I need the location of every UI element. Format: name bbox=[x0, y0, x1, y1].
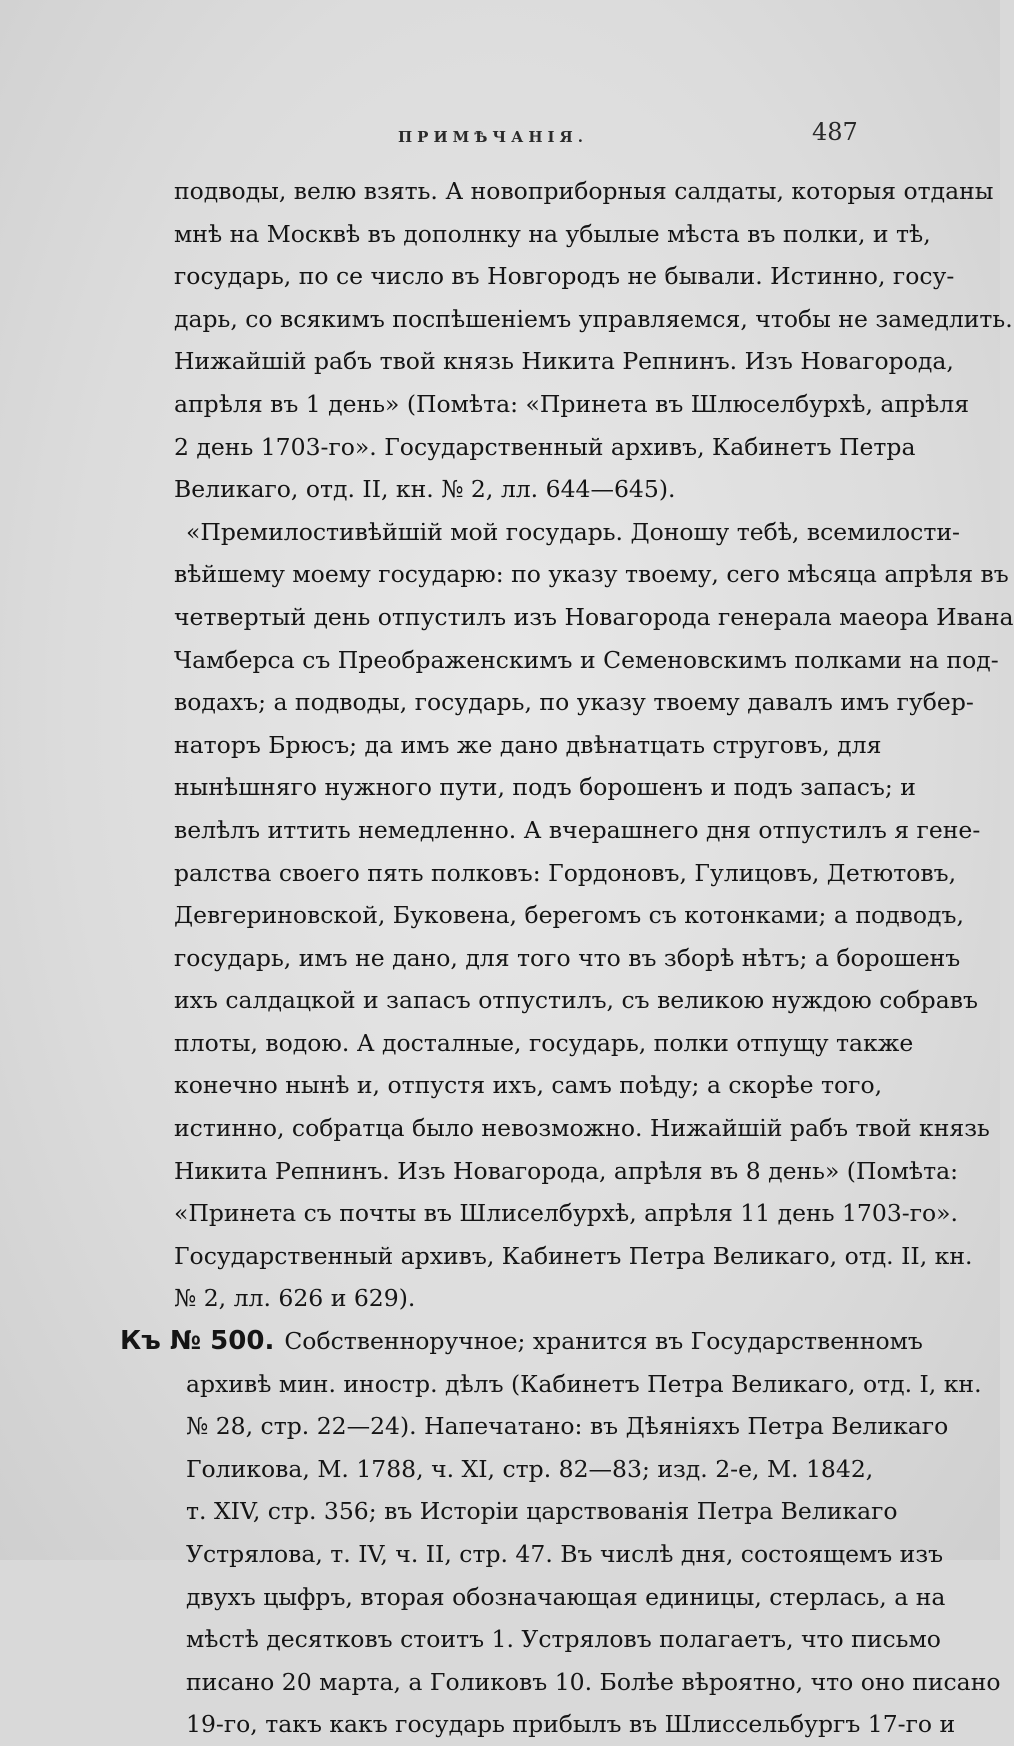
entry-first-text: Собственноручное; хранится въ Государственномъ bbox=[284, 1327, 923, 1356]
page-body bbox=[120, 170, 1014, 1746]
text-line: 2 день 1703-го». Государственный архивъ, Кабинетъ Петра bbox=[174, 432, 916, 461]
text-line: апрѣля въ 1 день» (Помѣта: «Принета въ Шлюселбурхѣ, апрѣля bbox=[174, 389, 970, 418]
text-line: водахъ; а подводы, государь, по указу твоему давалъ имъ губер- bbox=[174, 688, 974, 717]
text-line: Чамберса съ Преображенскимъ и Семеновскимъ полками на под- bbox=[174, 645, 999, 674]
paragraph-letter-end bbox=[130, 170, 1013, 511]
text-line: Устрялова, т. IV, ч. II, стр. 47. Въ числѣ дня, состоящемъ изъ bbox=[186, 1540, 944, 1568]
text-line: № 28, стр. 22—24). Напечатано: въ Дѣяніяхъ Петра Великаго bbox=[186, 1412, 949, 1441]
text-line: четвертый день отпустилъ изъ Новагорода генерала маеора Ивана bbox=[174, 602, 1014, 631]
text-line: Голикова, М. 1788, ч. XI, стр. 82—83; изд. 2-е, М. 1842, bbox=[186, 1454, 874, 1483]
text-line: «Премилостивѣйшій мой государь. Доношу тебѣ, всемилости- bbox=[186, 517, 960, 546]
entry-500 bbox=[120, 1320, 1001, 1746]
text-line: истинно, собратца было невозможно. Нижайшій рабъ твой князь bbox=[174, 1114, 990, 1143]
page-number: 487 bbox=[812, 118, 858, 146]
text-line: № 2, лл. 626 и 629). bbox=[174, 1284, 416, 1313]
entry-label: Къ № 500. bbox=[120, 1326, 275, 1357]
entry-first-line bbox=[120, 1320, 923, 1363]
text-line: писано 20 марта, а Голиковъ 10. Болѣе вѣроятно, что оно писано bbox=[186, 1667, 1001, 1696]
text-line: «Принета съ почты въ Шлиселбурхѣ, апрѣля 11 день 1703-го». bbox=[174, 1199, 959, 1228]
text-line: дарь, со всякимъ поспѣшеніемъ управляемся, чтобы не замедлить. bbox=[174, 304, 1013, 333]
text-line: государь, имъ не дано, для того что въ зборѣ нѣтъ; а борошенъ bbox=[174, 943, 961, 972]
text-line: нынѣшняго нужного пути, подъ борошенъ и подъ запасъ; и bbox=[174, 773, 916, 802]
text-line: конечно нынѣ и, отпустя ихъ, самъ поѣду; а скорѣе того, bbox=[174, 1071, 883, 1100]
text-line: Девгериновской, Буковена, берегомъ съ котонками; а подводъ, bbox=[174, 901, 964, 930]
text-line: двухъ цыфръ, вторая обозначающая единицы, стерлась, а на bbox=[186, 1582, 946, 1611]
text-line: ралства своего пять полковъ: Гордоновъ, Гулицовъ, Детютовъ, bbox=[174, 858, 957, 887]
text-line: т. XIV, стр. 356; въ Исторіи царствованія Петра Великаго bbox=[186, 1497, 898, 1526]
text-line: мнѣ на Москвѣ въ дополнку на убылые мѣста въ полки, и тѣ, bbox=[174, 219, 931, 248]
text-line: 19-го, такъ какъ государь прибылъ въ Шлиссельбургъ 17-го и bbox=[186, 1710, 956, 1739]
text-line: велѣлъ иттить немедленно. А вчерашнего дня отпустилъ я гене- bbox=[174, 815, 981, 844]
text-line: наторъ Брюсъ; да имъ же дано двѣнатцать струговъ, для bbox=[174, 730, 882, 759]
text-line: подводы, велю взять. А новоприборныя салдаты, которыя отданы bbox=[174, 177, 994, 205]
text-line: плоты, водою. А досталные, государь, полки отпущу также bbox=[174, 1028, 914, 1057]
text-line: Государственный архивъ, Кабинетъ Петра Великаго, отд. II, кн. bbox=[174, 1241, 973, 1270]
text-line: Нижайшій рабъ твой князь Никита Репнинъ. Изъ Новагорода, bbox=[174, 347, 954, 376]
text-line: государь, по се число въ Новгородъ не бывали. Истинно, госу- bbox=[174, 262, 955, 291]
text-line: Великаго, отд. II, кн. № 2, лл. 644—645). bbox=[174, 475, 676, 504]
text-line: Никита Репнинъ. Изъ Новагорода, апрѣля въ 8 день» (Помѣта: bbox=[174, 1156, 958, 1185]
text-line: вѣйшему моему государю: по указу твоему, сего мѣсяца апрѣля въ bbox=[174, 560, 1009, 589]
text-line: ихъ салдацкой и запасъ отпустилъ, съ великою нуждою собравъ bbox=[174, 986, 978, 1015]
text-line: мѣстѣ десятковъ стоитъ 1. Устряловъ полагаетъ, что письмо bbox=[186, 1625, 941, 1654]
text-line: архивѣ мин. иностр. дѣлъ (Кабинетъ Петра Великаго, отд. I, кн. bbox=[186, 1369, 982, 1398]
paragraph-letter-repnin bbox=[130, 511, 1014, 1320]
running-head: ПРИМѢЧАНІЯ. bbox=[398, 128, 588, 146]
